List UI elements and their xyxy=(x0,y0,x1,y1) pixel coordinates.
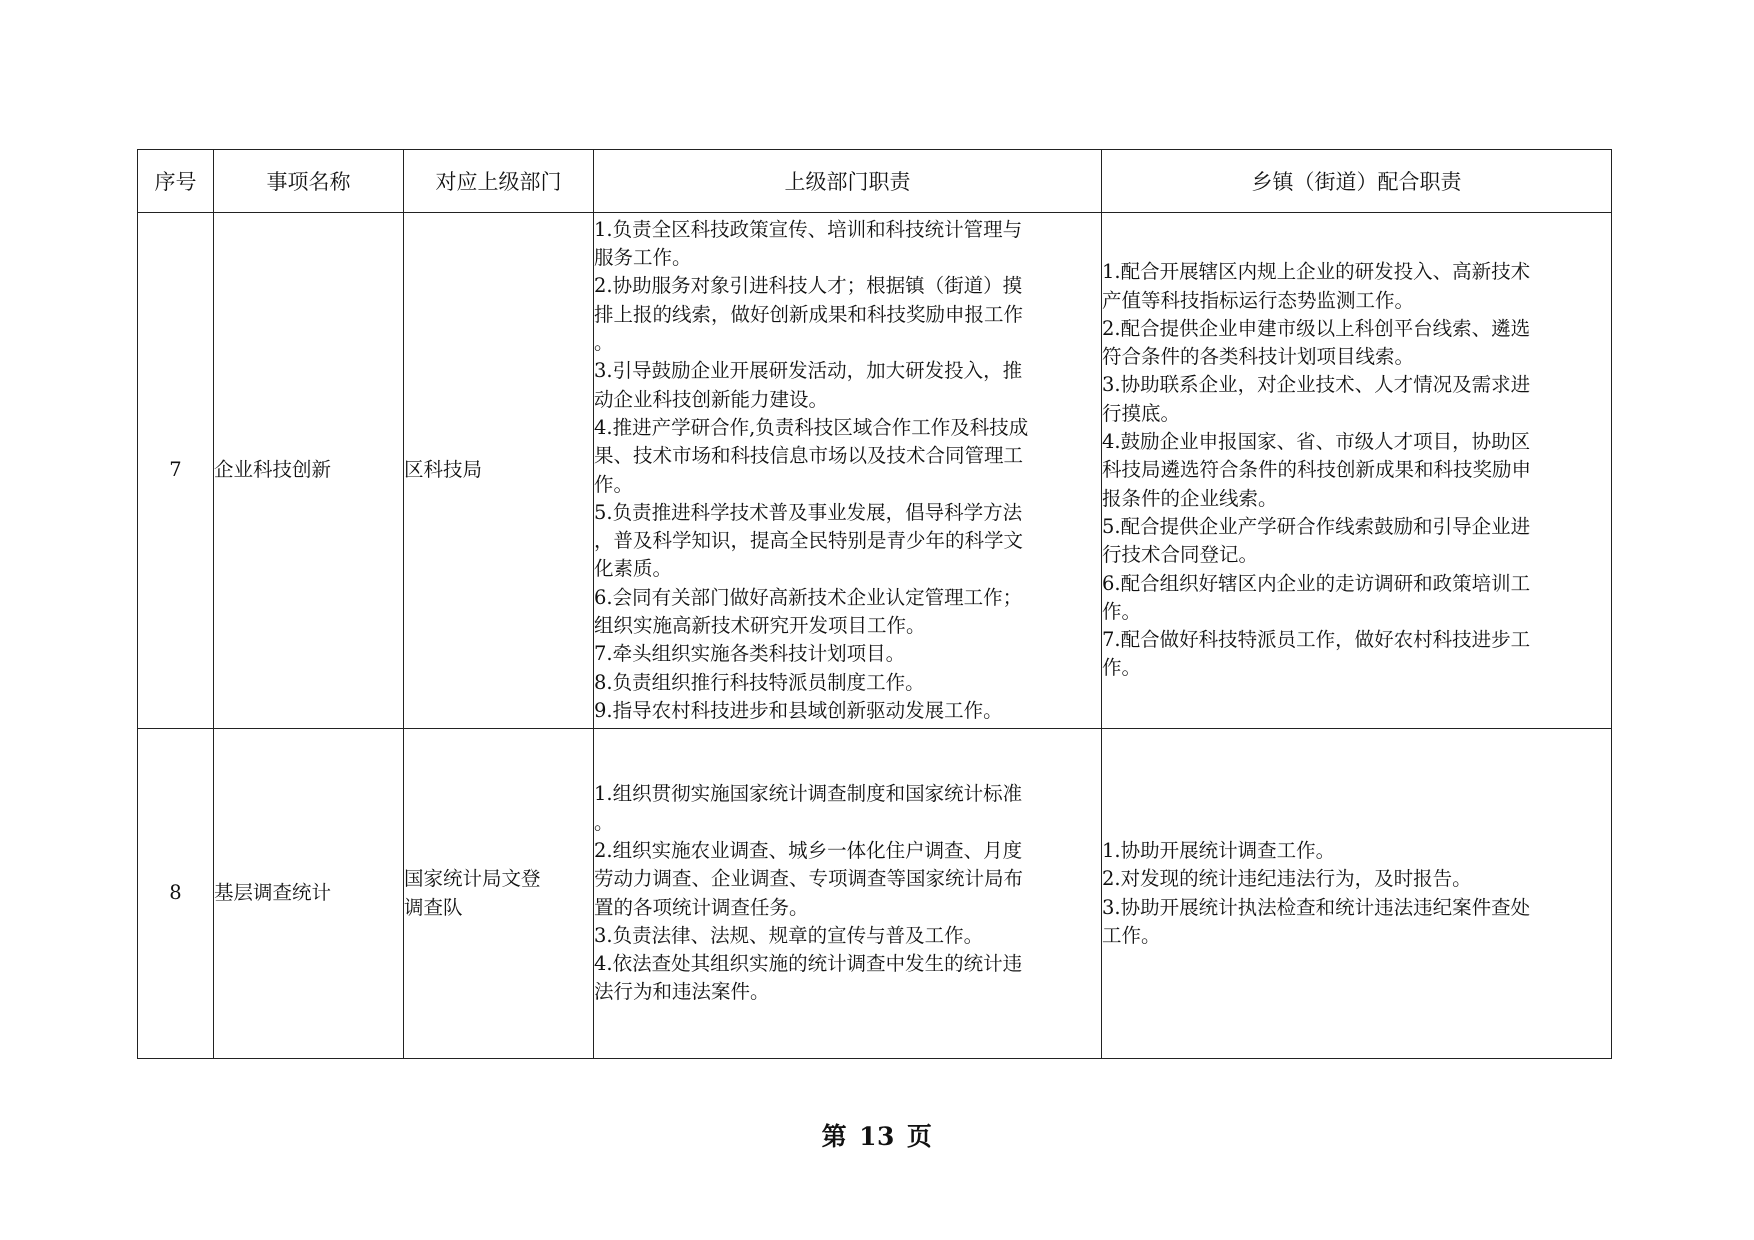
dept-line: 国家统计局文登 xyxy=(404,867,541,891)
duty-line: 作。 xyxy=(594,472,634,496)
duty-line: 3.引导鼓励企业开展研发活动，加大研发投入，推 xyxy=(594,359,1023,383)
duty-line: 3.协助联系企业，对企业技术、人才情况及需求进 xyxy=(1102,373,1531,397)
duty-line: 报条件的企业线索。 xyxy=(1102,486,1278,510)
duty-line: 1.协助开展统计调查工作。 xyxy=(1102,838,1336,862)
dept-line: 调查队 xyxy=(404,895,463,919)
header-row xyxy=(138,150,1612,213)
duty-line: 化素质。 xyxy=(594,557,673,581)
row-number: 8 xyxy=(138,729,214,1059)
header-no: 序号 xyxy=(138,150,214,213)
upper-duty-text xyxy=(594,216,1101,725)
duty-line: 劳动力调查、企业调查、专项调查等国家统计局布 xyxy=(594,867,1024,891)
item-name: 企业科技创新 xyxy=(214,213,404,729)
duty-table xyxy=(137,149,1612,1059)
duty-line: 2.对发现的统计违纪违法行为，及时报告。 xyxy=(1102,867,1472,891)
duty-line: 动企业科技创新能力建设。 xyxy=(594,387,829,411)
table-row xyxy=(138,729,1612,1059)
duty-line: 果、技术市场和科技信息市场以及技术合同管理工 xyxy=(594,444,1024,468)
duty-line: 科技局遴选符合条件的科技创新成果和科技奖励申 xyxy=(1102,458,1532,482)
upper-duty-text xyxy=(594,780,1101,1006)
duty-line: 。 xyxy=(594,331,614,355)
duty-line: 2.协助服务对象引进科技人才；根据镇（街道）摸 xyxy=(594,274,1023,298)
duty-line: 5.负责推进科学技术普及事业发展，倡导科学方法 xyxy=(594,500,1023,524)
duty-line: 行技术合同登记。 xyxy=(1102,543,1259,567)
page-suffix: 页 xyxy=(906,1122,933,1151)
table-row xyxy=(138,213,1612,729)
duty-line: 工作。 xyxy=(1102,923,1161,947)
duty-line: 1.配合开展辖区内规上企业的研发投入、高新技术 xyxy=(1102,260,1531,284)
upper-duty-cell xyxy=(594,729,1102,1059)
duty-line: 服务工作。 xyxy=(594,246,692,270)
duty-line: 1.负责全区科技政策宣传、培训和科技统计管理与 xyxy=(594,217,1023,241)
town-duty-cell xyxy=(1102,729,1612,1059)
duty-line: 6.配合组织好辖区内企业的走访调研和政策培训工 xyxy=(1102,571,1531,595)
duty-line: 4.鼓励企业申报国家、省、市级人才项目，协助区 xyxy=(1102,430,1531,454)
duty-line: 组织实施高新技术研究开发项目工作。 xyxy=(594,613,926,637)
page-prefix: 第 xyxy=(821,1122,848,1151)
town-duty-text xyxy=(1102,258,1611,682)
duty-line: 3.协助开展统计执法检查和统计违法违纪案件查处 xyxy=(1102,895,1531,919)
upper-duty-cell xyxy=(594,213,1102,729)
page-footer xyxy=(0,1117,1754,1153)
page-number: 13 xyxy=(859,1122,895,1151)
duty-line: 符合条件的各类科技计划项目线索。 xyxy=(1102,345,1415,369)
duty-line: 置的各项统计调查任务。 xyxy=(594,895,809,919)
duty-line: 8.负责组织推行科技特派员制度工作。 xyxy=(594,670,925,694)
dept-name: 区科技局 xyxy=(404,213,594,729)
duty-line: 3.负责法律、法规、规章的宣传与普及工作。 xyxy=(594,923,984,947)
duty-line: 4.推进产学研合作,负责科技区域合作工作及科技成 xyxy=(594,415,1029,439)
duty-line: ，普及科学知识，提高全民特别是青少年的科学文 xyxy=(594,529,1024,553)
row-number: 7 xyxy=(138,213,214,729)
town-duty-text xyxy=(1102,837,1611,950)
duty-line: 作。 xyxy=(1102,656,1142,680)
duty-line: 行摸底。 xyxy=(1102,401,1181,425)
duty-line: 。 xyxy=(594,810,614,834)
header-dept: 对应上级部门 xyxy=(404,150,594,213)
header-town-duty: 乡镇（街道）配合职责 xyxy=(1102,150,1612,213)
duty-line: 产值等科技指标运行态势监测工作。 xyxy=(1102,288,1415,312)
duty-line: 排上报的线索，做好创新成果和科技奖励申报工作 xyxy=(594,302,1024,326)
duty-line: 4.依法查处其组织实施的统计调查中发生的统计违 xyxy=(594,952,1023,976)
duty-line: 7.牵头组织实施各类科技计划项目。 xyxy=(594,642,906,666)
duty-line: 2.组织实施农业调查、城乡一体化住户调查、月度 xyxy=(594,838,1023,862)
dept-name-text xyxy=(404,865,593,922)
duty-line: 5.配合提供企业产学研合作线索鼓励和引导企业进 xyxy=(1102,514,1531,538)
duty-table-container xyxy=(137,149,1611,1059)
duty-line: 法行为和违法案件。 xyxy=(594,980,770,1004)
duty-line: 6.会同有关部门做好高新技术企业认定管理工作； xyxy=(594,585,1023,609)
header-item-name: 事项名称 xyxy=(214,150,404,213)
header-upper-duty: 上级部门职责 xyxy=(594,150,1102,213)
duty-line: 作。 xyxy=(1102,599,1142,623)
duty-line: 7.配合做好科技特派员工作，做好农村科技进步工 xyxy=(1102,628,1531,652)
item-name: 基层调查统计 xyxy=(214,729,404,1059)
duty-line: 9.指导农村科技进步和县域创新驱动发展工作。 xyxy=(594,698,1003,722)
duty-line: 2.配合提供企业申建市级以上科创平台线索、遴选 xyxy=(1102,316,1531,340)
duty-line: 1.组织贯彻实施国家统计调查制度和国家统计标准 xyxy=(594,782,1023,806)
dept-name xyxy=(404,729,594,1059)
town-duty-cell xyxy=(1102,213,1612,729)
